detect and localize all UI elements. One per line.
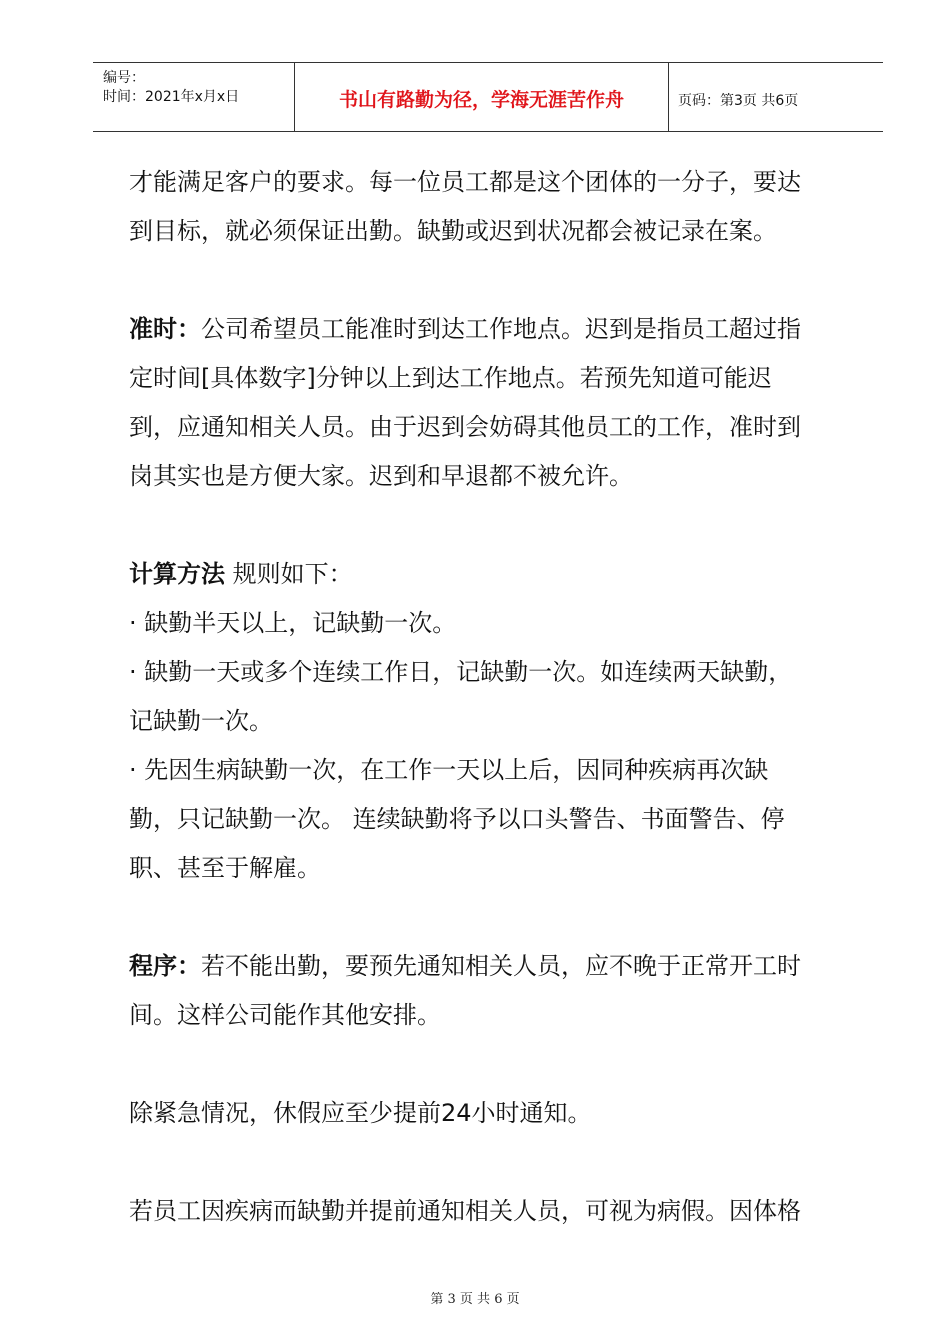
page-header <box>93 62 883 132</box>
header-motto-cell <box>294 63 669 131</box>
header-page-cell <box>668 63 883 131</box>
paragraph-line: 除紧急情况，休假应至少提前24小时通知。 <box>129 1099 592 1127</box>
document-time-label: 时间：2021年x月x日 <box>103 89 240 105</box>
list-item-continuation: 记缺勤一次。 <box>129 707 273 735</box>
paragraph-line: 才能满足客户的要求。每一位员工都是这个团体的一分子，要达 <box>129 168 801 196</box>
procedure-paragraph <box>129 942 849 991</box>
list-item: · 缺勤半天以上，记缺勤一次。 <box>129 609 457 637</box>
paragraph-line: 若员工因疾病而缺勤并提前通知相关人员，可视为病假。因体格 <box>129 1197 801 1225</box>
section-title-procedure: 程序： <box>129 952 201 980</box>
list-item: · 缺勤一天或多个连续工作日，记缺勤一次。如连续两天缺勤， <box>129 658 793 686</box>
paragraph-line: 到，应通知相关人员。由于迟到会妨碍其他员工的工作，准时到 <box>129 413 801 441</box>
list-item-continuation: 职、甚至于解雇。 <box>129 854 321 882</box>
calculation-paragraph <box>129 550 849 599</box>
document-number-label: 编号： <box>103 70 145 86</box>
punctuality-paragraph <box>129 305 849 354</box>
header-page-info: 页码：第3页 共6页 <box>678 93 799 109</box>
header-motto: 书山有路勤为径，学海无涯苦作舟 <box>338 89 624 111</box>
list-item-continuation: 勤，只记缺勤一次。 连续缺勤将予以口头警告、书面警告、停 <box>129 805 785 833</box>
paragraph-text: 规则如下： <box>225 560 353 588</box>
list-item: · 先因生病缺勤一次，在工作一天以上后，因同种疾病再次缺 <box>129 756 769 784</box>
section-title-calculation: 计算方法 <box>129 560 225 588</box>
paragraph-text: 若不能出勤，要预先通知相关人员，应不晚于正常开工时 <box>201 952 801 980</box>
paragraph-line: 定时间[具体数字]分钟以上到达工作地点。若预先知道可能迟 <box>129 364 772 392</box>
paragraph-text: 公司希望员工能准时到达工作地点。迟到是指员工超过指 <box>201 315 801 343</box>
header-meta-cell <box>93 63 294 131</box>
page-footer: 第 3 页 共 6 页 <box>430 1292 520 1307</box>
section-title-punctuality: 准时： <box>129 315 201 343</box>
paragraph-line: 岗其实也是方便大家。迟到和早退都不被允许。 <box>129 462 633 490</box>
paragraph-line: 间。这样公司能作其他安排。 <box>129 1001 441 1029</box>
document-body <box>129 158 849 1236</box>
paragraph-line: 到目标，就必须保证出勤。缺勤或迟到状况都会被记录在案。 <box>129 217 777 245</box>
